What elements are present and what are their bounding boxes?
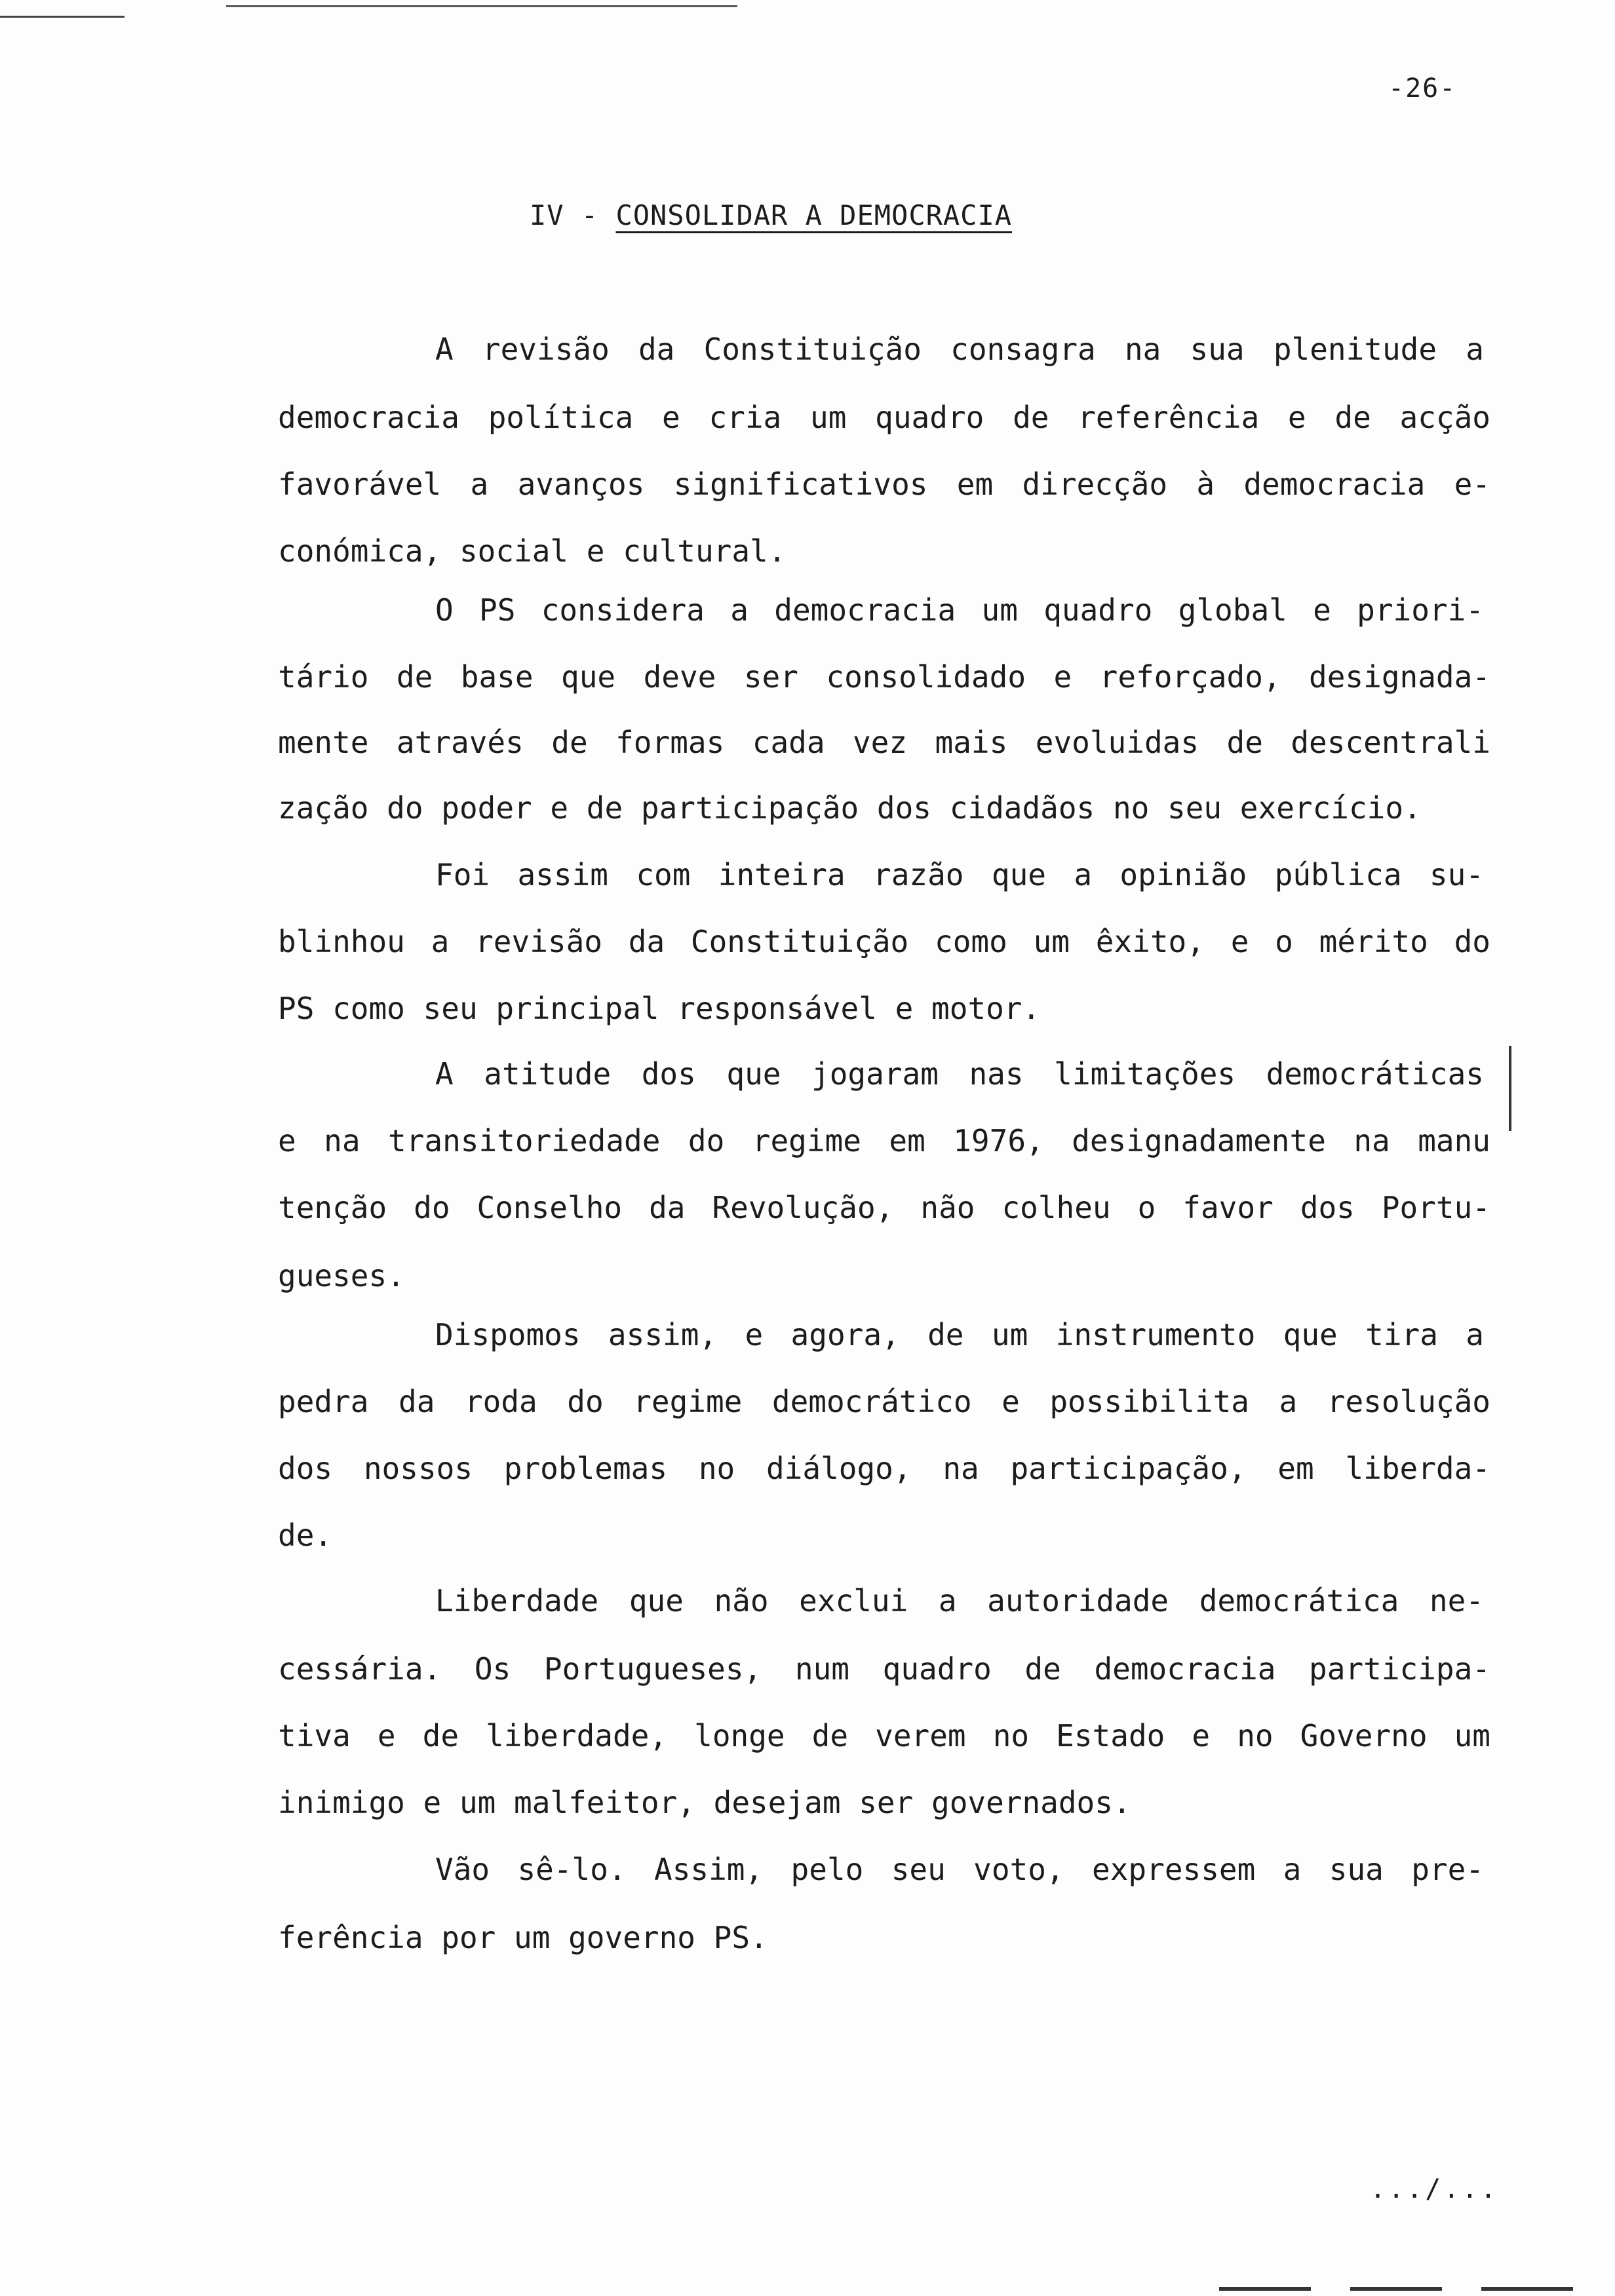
text-line: dos nossos problemas no diálogo, na participação, em liberda- — [278, 1451, 1490, 1486]
text-line: PS como seu principal responsável e motor. — [278, 991, 1041, 1026]
continuation-mark: .../... — [1370, 2174, 1499, 2204]
text-line: O PS considera a democracia um quadro global e priori- — [435, 592, 1484, 628]
page-number: -26- — [1388, 73, 1457, 104]
text-line: blinhou a revisão da Constituição como um êxito, e o mérito do — [278, 924, 1490, 959]
text-line: tenção do Conselho da Revolução, não colheu o favor dos Portu- — [278, 1190, 1490, 1225]
section-heading — [530, 199, 1012, 231]
text-line: gueses. — [278, 1258, 405, 1293]
text-line: de. — [278, 1518, 333, 1553]
text-line: Dispomos assim, e agora, de um instrumento que tira a — [435, 1317, 1484, 1352]
text-line: A atitude dos que jogaram nas limitações democráticas — [435, 1056, 1484, 1092]
section-title: CONSOLIDAR A DEMOCRACIA — [615, 199, 1013, 231]
text-line: zação do poder e de participação dos cidadãos no seu exercício. — [278, 790, 1422, 826]
text-line: mente através de formas cada vez mais evoluidas de descentrali — [278, 725, 1490, 760]
top-rule-left — [0, 16, 125, 18]
text-line: pedra da roda do regime democrático e possibilita a resolução — [278, 1384, 1490, 1419]
section-numeral: IV - — [530, 199, 599, 231]
text-line: ferência por um governo PS. — [278, 1920, 768, 1955]
text-line: democracia política e cria um quadro de referência e de acção — [278, 400, 1490, 435]
bottom-edge-marks — [1219, 2287, 1586, 2291]
text-line: e na transitoriedade do regime em 1976, designadamente na manu — [278, 1123, 1490, 1158]
text-line: inimigo e um malfeitor, desejam ser governados. — [278, 1785, 1131, 1820]
text-line: conómica, social e cultural. — [278, 533, 787, 569]
text-line: Foi assim com inteira razão que a opinião pública su- — [435, 857, 1484, 892]
text-line: tiva e de liberdade, longe de verem no Estado e no Governo um — [278, 1718, 1490, 1753]
text-line: tário de base que deve ser consolidado e reforçado, designada- — [278, 659, 1490, 695]
text-line: A revisão da Constituição consagra na sua plenitude a — [435, 332, 1484, 367]
text-line: favorável a avanços significativos em direcção à democracia e- — [278, 467, 1490, 502]
text-line: cessária. Os Portugueses, num quadro de democracia participa- — [278, 1651, 1490, 1687]
text-line: Liberdade que não exclui a autoridade democrática ne- — [435, 1583, 1484, 1618]
top-rule-center — [226, 5, 737, 7]
text-line: Vão sê-lo. Assim, pelo seu voto, expressem a sua pre- — [435, 1852, 1484, 1887]
margin-mark — [1509, 1046, 1511, 1131]
